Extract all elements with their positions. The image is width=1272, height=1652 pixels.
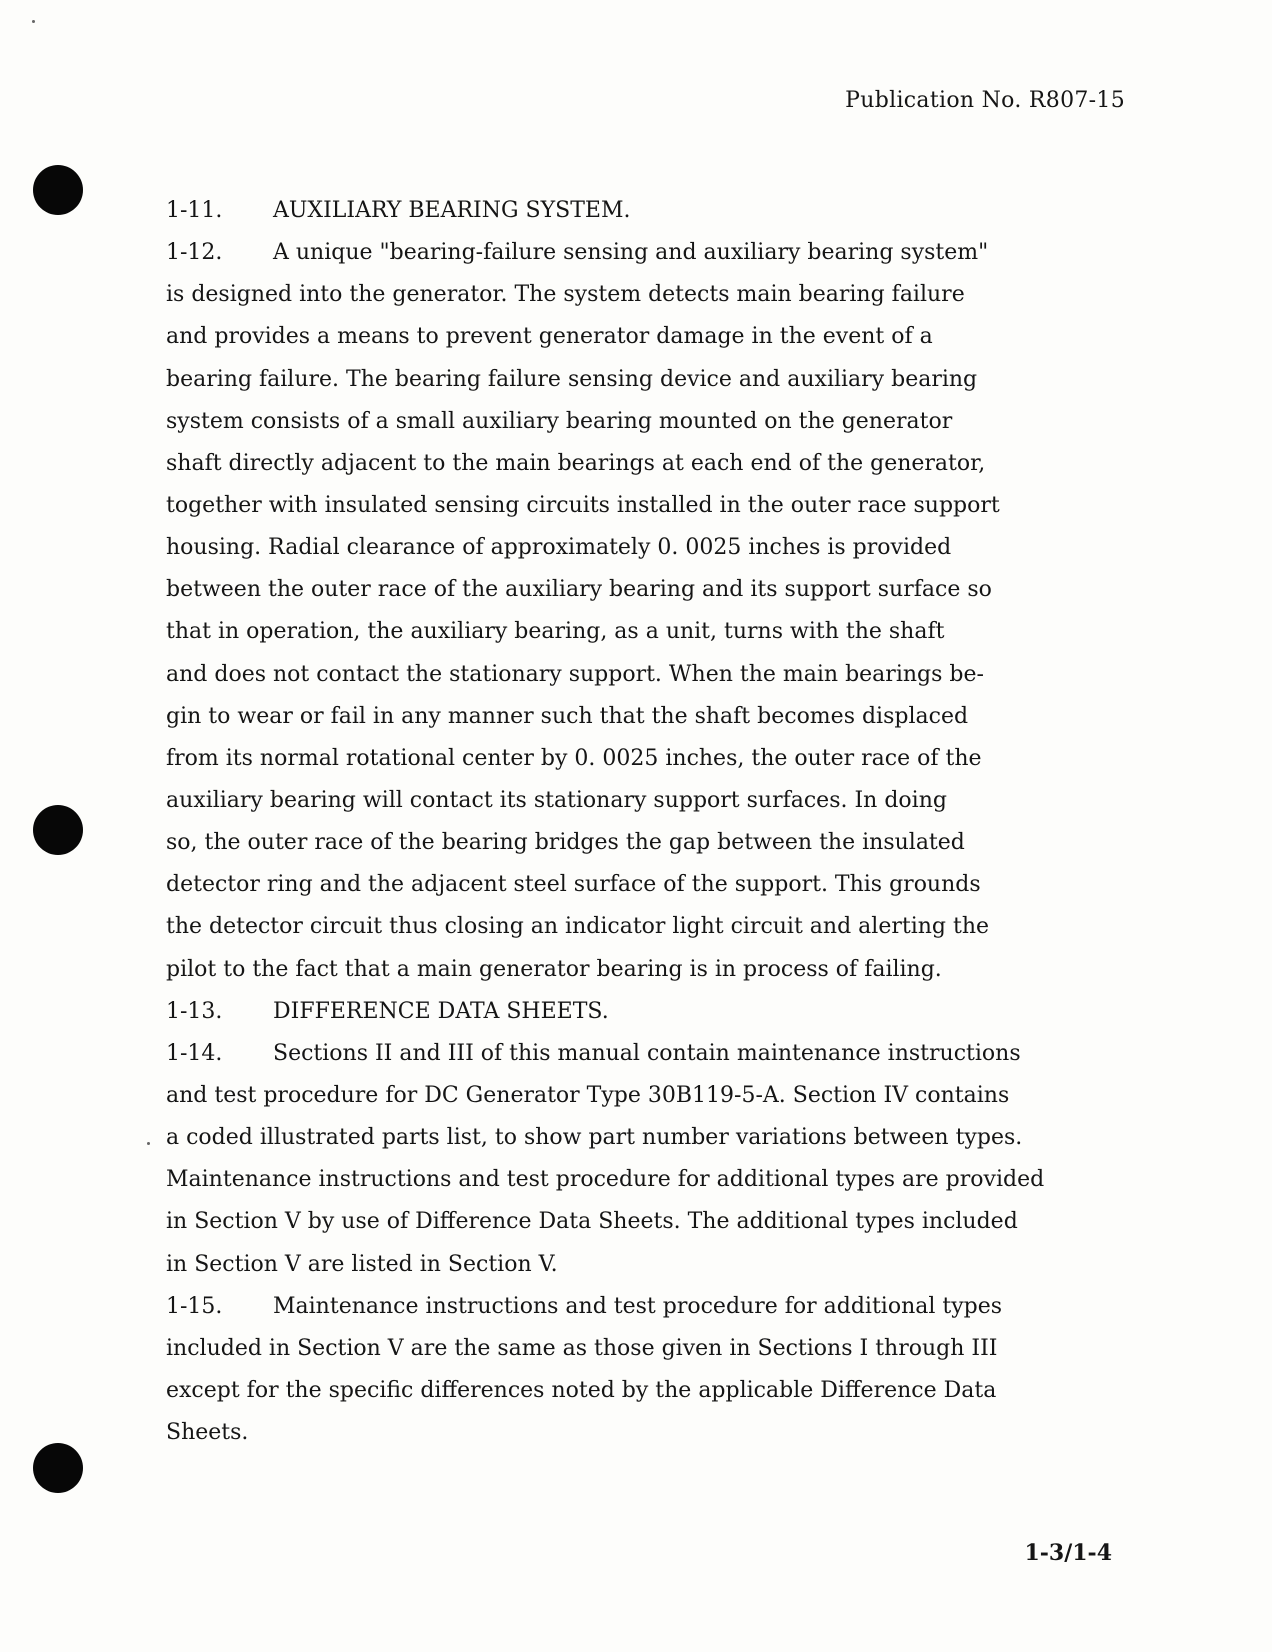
line-text: between the outer race of the auxiliary bearing and its support surface so [166, 577, 992, 603]
text-line [166, 485, 1136, 527]
text-line [166, 569, 1136, 611]
text-line [166, 1201, 1136, 1243]
binder-hole [33, 1443, 83, 1493]
line-text: except for the specific differences noted by the applicable Difference Data [166, 1377, 997, 1403]
text-line [166, 1075, 1136, 1117]
text-line [166, 1286, 1136, 1328]
text-line [166, 1370, 1136, 1412]
text-line [166, 1244, 1136, 1286]
body-text [166, 190, 1136, 1454]
text-line [166, 527, 1136, 569]
text-line [166, 443, 1136, 485]
line-text: DIFFERENCE DATA SHEETS. [273, 998, 609, 1024]
line-text: that in operation, the auxiliary bearing, as a unit, turns with the shaft [166, 619, 945, 645]
line-text: shaft directly adjacent to the main bearings at each end of the generator, [166, 450, 986, 476]
line-text: and provides a means to prevent generator damage in the event of a [166, 324, 933, 350]
paragraph-number: 1-14. [166, 1040, 223, 1066]
paragraph-number: 1-11. [166, 198, 223, 223]
binder-hole [33, 165, 83, 215]
line-text: the detector circuit thus closing an indicator light circuit and alerting the [166, 914, 990, 940]
text-line [166, 780, 1136, 822]
line-text: pilot to the fact that a main generator bearing is in process of failing. [166, 956, 942, 982]
text-line [166, 190, 1136, 232]
line-text: included in Section V are the same as those given in Sections I through III [166, 1335, 998, 1361]
text-line [166, 401, 1136, 443]
text-line [166, 906, 1136, 948]
line-text: A unique "bearing-failure sensing and auxiliary bearing system" [273, 240, 989, 266]
text-line [166, 611, 1136, 653]
text-line [166, 738, 1136, 780]
paragraph-number: 1-15. [166, 1293, 223, 1319]
paragraph-number: 1-12. [166, 240, 223, 266]
text-line [166, 1033, 1136, 1075]
paper-speck [32, 20, 35, 23]
line-text: gin to wear or fail in any manner such that the shaft becomes displaced [166, 703, 969, 729]
text-line [166, 654, 1136, 696]
paper-speck [147, 1142, 150, 1145]
line-text: Maintenance instructions and test procedure for additional types [273, 1293, 1003, 1319]
page-number: 1-3/1-4 [1024, 1540, 1112, 1566]
text-line [166, 696, 1136, 738]
text-line [166, 316, 1136, 358]
binder-hole [33, 805, 83, 855]
text-line [166, 1328, 1136, 1370]
line-text: Sections II and III of this manual contain maintenance instructions [273, 1040, 1021, 1066]
line-text: detector ring and the adjacent steel surface of the support. This grounds [166, 872, 981, 898]
line-text: so, the outer race of the bearing bridges the gap between the insulated [166, 830, 965, 856]
line-text: from its normal rotational center by 0. 0025 inches, the outer race of the [166, 745, 982, 771]
line-text: and does not contact the stationary support. When the main bearings be- [166, 661, 984, 687]
line-text: housing. Radial clearance of approximately 0. 0025 inches is provided [166, 535, 952, 561]
line-text: a coded illustrated parts list, to show part number variations between types. [166, 1125, 1023, 1151]
line-text: together with insulated sensing circuits installed in the outer race support [166, 492, 1000, 518]
paragraph-number: 1-13. [166, 998, 223, 1024]
text-line [166, 359, 1136, 401]
text-line [166, 864, 1136, 906]
text-line [166, 991, 1136, 1033]
line-text: system consists of a small auxiliary bearing mounted on the generator [166, 408, 953, 434]
line-text: bearing failure. The bearing failure sensing device and auxiliary bearing [166, 366, 978, 392]
line-text: AUXILIARY BEARING SYSTEM. [273, 198, 631, 223]
line-text: is designed into the generator. The system detects main bearing failure [166, 282, 965, 308]
publication-number: Publication No. R807-15 [845, 88, 1125, 113]
line-text: and test procedure for DC Generator Type 30B119-5-A. Section IV contains [166, 1082, 1010, 1108]
text-line [166, 1412, 1136, 1454]
text-line [166, 1159, 1136, 1201]
text-line [166, 274, 1136, 316]
line-text: in Section V by use of Difference Data Sheets. The additional types included [166, 1209, 1018, 1235]
line-text: Sheets. [166, 1420, 249, 1446]
text-line [166, 232, 1136, 274]
text-line [166, 1117, 1136, 1159]
line-text: in Section V are listed in Section V. [166, 1251, 558, 1277]
text-line [166, 822, 1136, 864]
line-text: Maintenance instructions and test procedure for additional types are provided [166, 1167, 1045, 1193]
line-text: auxiliary bearing will contact its stationary support surfaces. In doing [166, 787, 947, 813]
text-line [166, 949, 1136, 991]
